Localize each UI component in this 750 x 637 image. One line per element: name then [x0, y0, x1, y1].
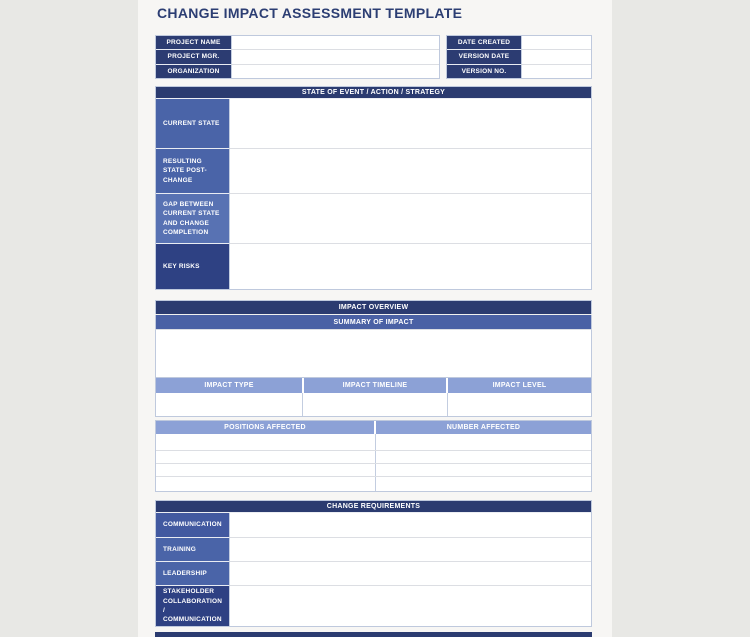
position-field[interactable]: [156, 434, 376, 450]
table-row: [156, 586, 591, 626]
change-requirements-table: [155, 500, 592, 627]
version-date-label: VERSION DATE: [447, 50, 521, 64]
version-no-label: VERSION NO.: [447, 65, 521, 78]
impact-overview-block: [155, 300, 592, 417]
impact-timeline-field[interactable]: [303, 393, 448, 416]
date-created-label: DATE CREATED: [447, 36, 521, 50]
position-field[interactable]: [156, 464, 376, 476]
impact-type-header: IMPACT TYPE: [156, 378, 302, 393]
table-row: [156, 513, 591, 538]
gap-field[interactable]: [229, 194, 591, 244]
communication-label: COMMUNICATION: [156, 513, 229, 538]
current-state-label: CURRENT STATE: [156, 99, 229, 149]
training-label: TRAINING: [156, 538, 229, 562]
version-info-table: [446, 35, 592, 79]
impact-columns-header-row: [155, 378, 592, 393]
table-row: [156, 562, 591, 586]
number-field[interactable]: [376, 451, 591, 463]
positions-affected-header: POSITIONS AFFECTED: [156, 421, 374, 434]
project-mgr-label: PROJECT MGR.: [156, 50, 231, 64]
date-created-field[interactable]: [521, 36, 591, 50]
impact-level-header: IMPACT LEVEL: [448, 378, 591, 393]
table-row: [447, 50, 591, 64]
project-name-label: PROJECT NAME: [156, 36, 231, 50]
impact-overview-header: IMPACT OVERVIEW: [155, 300, 592, 314]
table-row: [156, 464, 591, 477]
project-info-table: [155, 35, 440, 79]
summary-of-impact-field[interactable]: [155, 329, 592, 378]
table-row: [156, 451, 591, 464]
leadership-field[interactable]: [229, 562, 591, 586]
stakeholder-collaboration-field[interactable]: [229, 586, 591, 626]
resulting-state-field[interactable]: [229, 149, 591, 194]
key-risks-label: KEY RISKS: [156, 244, 229, 289]
communication-field[interactable]: [229, 513, 591, 538]
table-row: [156, 434, 591, 451]
position-field[interactable]: [156, 477, 376, 491]
impact-values-row: [155, 393, 592, 417]
state-of-event-table: [155, 86, 592, 290]
number-field[interactable]: [376, 464, 591, 476]
table-row: [156, 538, 591, 562]
summary-of-impact-header: SUMMARY OF IMPACT: [155, 315, 592, 329]
key-risks-field[interactable]: [229, 244, 591, 289]
impact-timeline-header: IMPACT TIMELINE: [304, 378, 446, 393]
next-section-header-cut: [155, 632, 592, 637]
table-row: [447, 36, 591, 50]
page-title: CHANGE IMPACT ASSESSMENT TEMPLATE: [157, 5, 463, 21]
impact-level-field[interactable]: [448, 393, 591, 416]
impact-type-field[interactable]: [156, 393, 303, 416]
stakeholder-collaboration-label: STAKEHOLDER COLLABORATION / COMMUNICATION: [156, 586, 229, 626]
change-requirements-header: CHANGE REQUIREMENTS: [156, 501, 591, 513]
number-field[interactable]: [376, 477, 591, 491]
table-row: [156, 194, 591, 244]
resulting-state-label: RESULTING STATE POST-CHANGE: [156, 149, 229, 194]
leadership-label: LEADERSHIP: [156, 562, 229, 586]
table-row: [447, 65, 591, 78]
table-row: [156, 149, 591, 194]
table-row: [156, 99, 591, 149]
current-state-field[interactable]: [229, 99, 591, 149]
project-mgr-field[interactable]: [231, 50, 439, 64]
positions-header-row: [155, 420, 592, 434]
gap-label: GAP BETWEEN CURRENT STATE AND CHANGE COMPLETION: [156, 194, 229, 244]
number-affected-header: NUMBER AFFECTED: [376, 421, 591, 434]
table-row: [156, 65, 439, 78]
positions-affected-table: [155, 420, 592, 492]
table-row: [156, 50, 439, 64]
organization-field[interactable]: [231, 65, 439, 78]
table-row: [156, 36, 439, 50]
training-field[interactable]: [229, 538, 591, 562]
organization-label: ORGANIZATION: [156, 65, 231, 78]
project-name-field[interactable]: [231, 36, 439, 50]
position-field[interactable]: [156, 451, 376, 463]
state-section-header: STATE OF EVENT / ACTION / STRATEGY: [156, 87, 591, 99]
version-date-field[interactable]: [521, 50, 591, 64]
table-row: [156, 244, 591, 289]
table-row: [156, 477, 591, 491]
version-no-field[interactable]: [521, 65, 591, 78]
number-field[interactable]: [376, 434, 591, 450]
